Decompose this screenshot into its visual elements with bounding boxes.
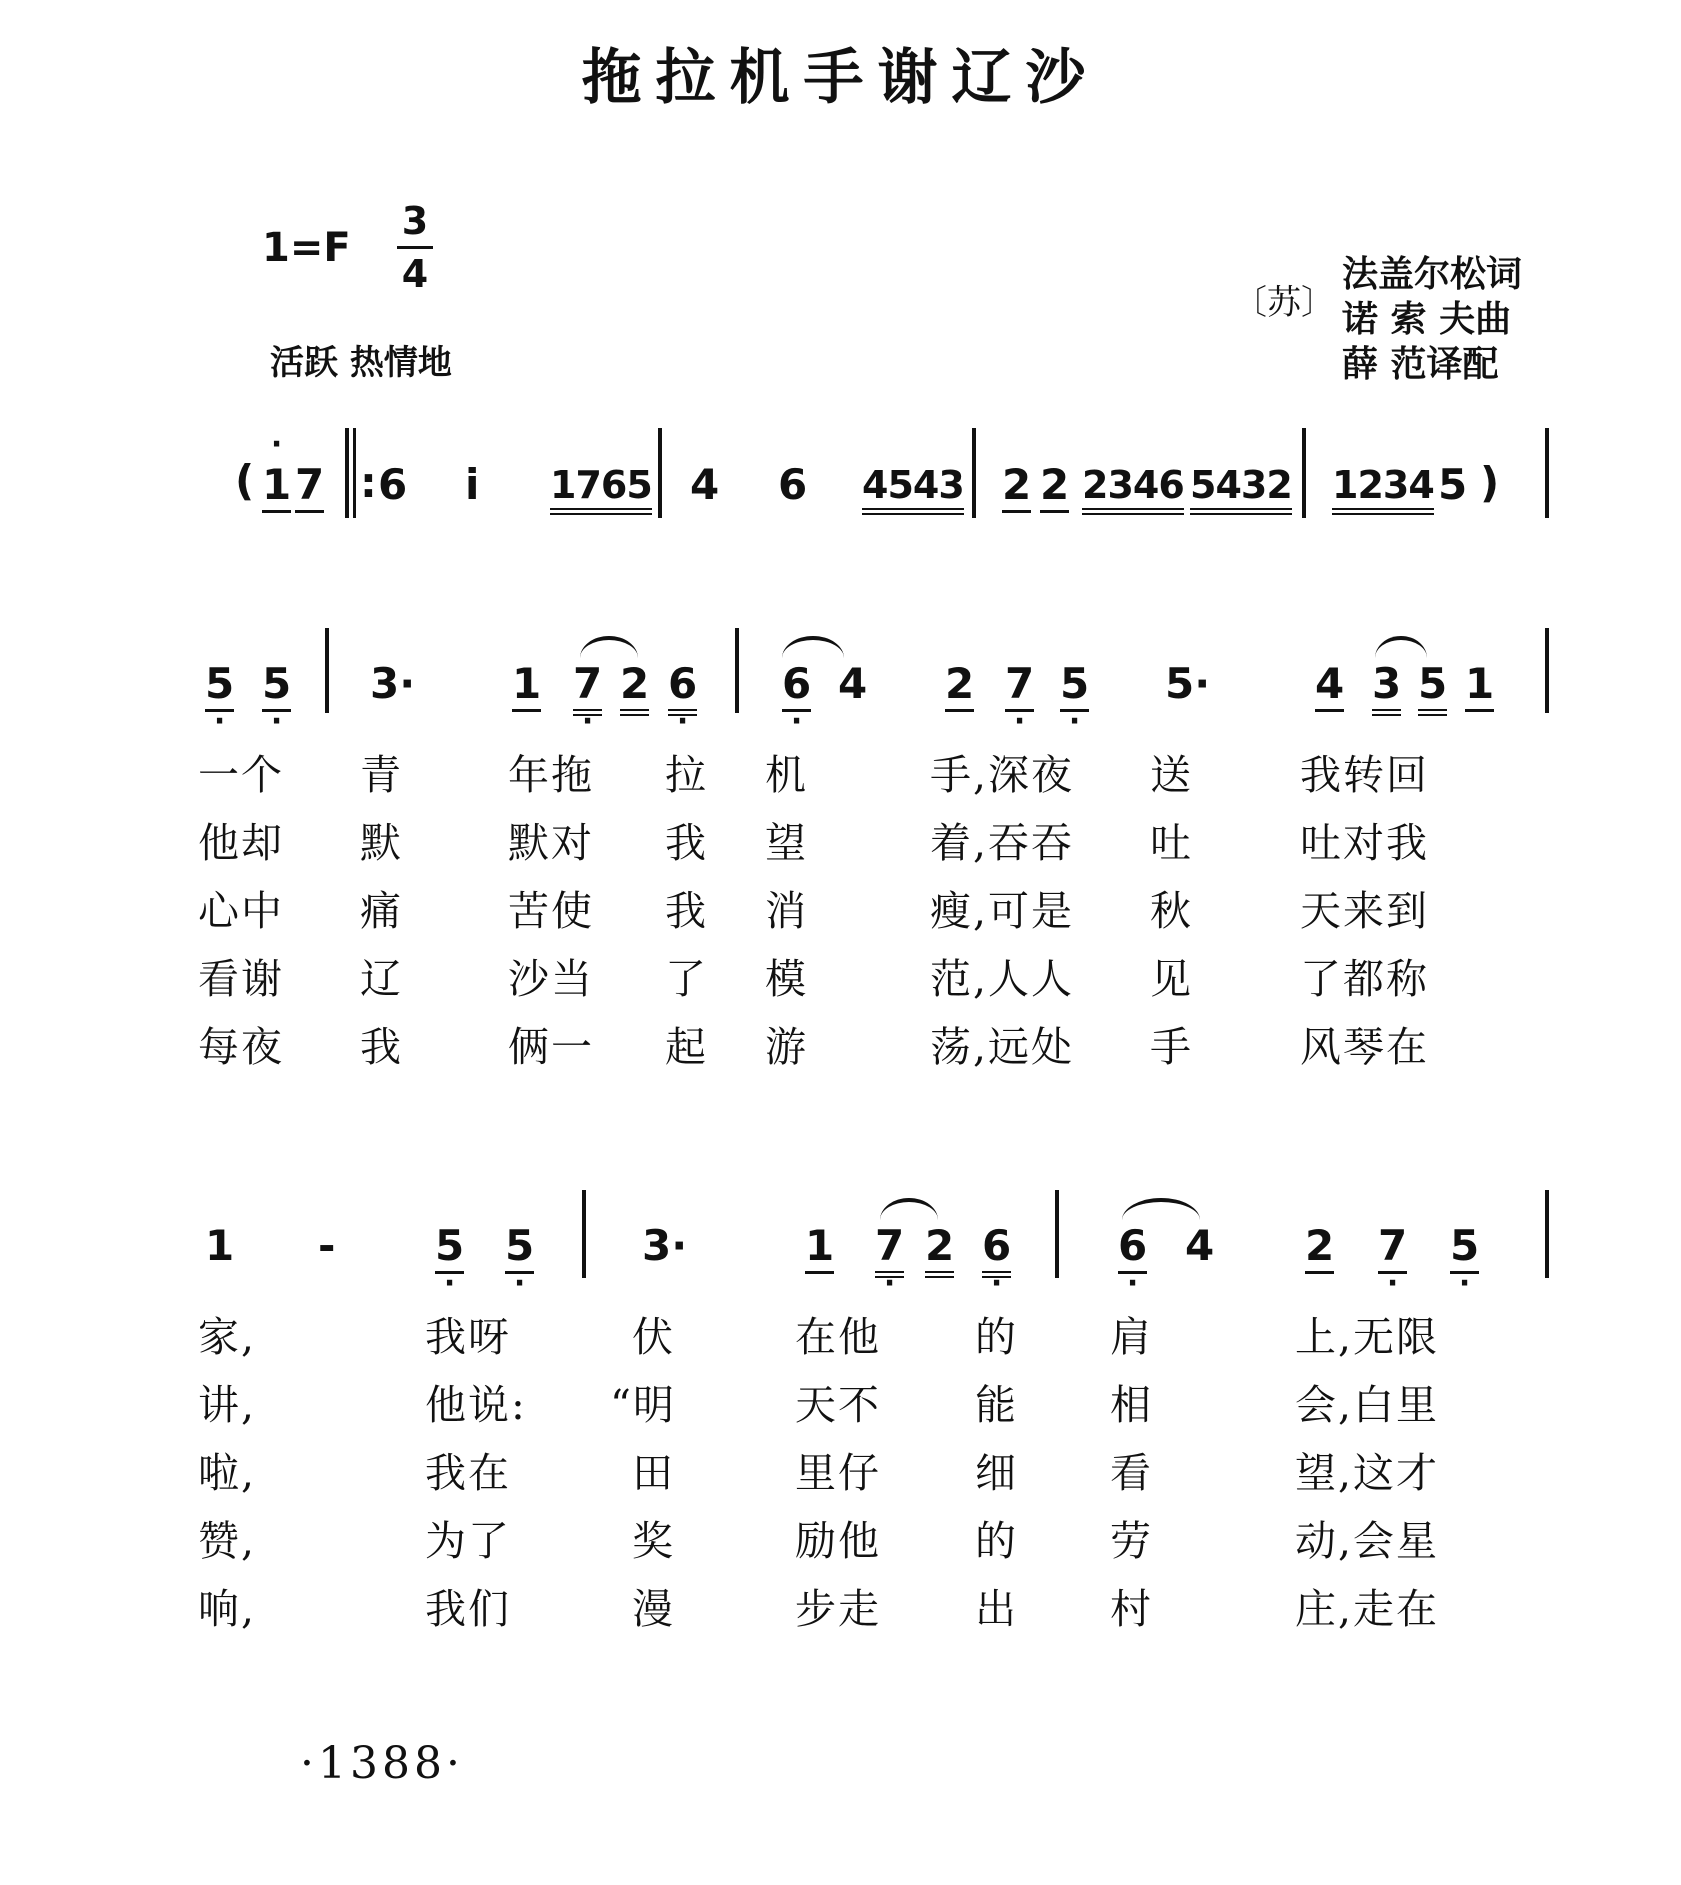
lyric-syllables: 看 — [1110, 1449, 1153, 1497]
lyric-syllables: 荡,远处 — [930, 1023, 1075, 1071]
time-signature — [395, 196, 435, 299]
lyric-syllables: 劳 — [1110, 1517, 1153, 1565]
intro-note-group: 1765 — [550, 466, 652, 515]
lyric-syllables: 我 — [665, 887, 708, 935]
note: 6 · — [982, 1225, 1011, 1278]
lyric-syllables: 家, — [198, 1313, 257, 1361]
lyric-syllables: 出 — [975, 1585, 1018, 1633]
lyric-syllables: 会,白里 — [1295, 1381, 1440, 1429]
note: 1 — [1465, 663, 1494, 712]
lyric-syllables: 我 — [665, 819, 708, 867]
lyric-syllables: 消 — [765, 887, 808, 935]
note: 5 · — [262, 663, 291, 712]
tempo-marking: 活跃 热情地 — [270, 343, 452, 383]
note: 3 — [1372, 663, 1401, 716]
lyric-syllables: 相 — [1110, 1381, 1153, 1429]
credits — [1342, 252, 1522, 387]
intro-note: 5 — [1438, 460, 1468, 509]
lyric-syllables: 游 — [765, 1023, 808, 1071]
intro-note: 4 — [690, 460, 720, 509]
lyric-syllables: 俩一 — [508, 1023, 594, 1071]
note: 7 · — [875, 1225, 904, 1278]
lyric-syllables: 我 — [360, 1023, 403, 1071]
intro-note: 7 — [295, 464, 324, 513]
note: 5· — [1165, 659, 1211, 708]
lyric-syllables: 庄,走在 — [1295, 1585, 1440, 1633]
credit-lyricist: 法盖尔松词 — [1342, 254, 1523, 295]
lyric-syllables: 响, — [198, 1585, 257, 1633]
note: 5 — [1418, 663, 1447, 716]
lyric-syllables: 为了 — [425, 1517, 511, 1565]
lyric-syllables: 见 — [1150, 955, 1193, 1003]
lyric-syllables: 模 — [765, 955, 808, 1003]
lyric-syllables: “明 — [610, 1381, 676, 1429]
lyric-syllables: 漫 — [632, 1585, 675, 1633]
lyric-syllables: 默对 — [508, 819, 594, 867]
lyric-syllables: 在他 — [795, 1313, 881, 1361]
lyric-syllables: 默 — [360, 819, 403, 867]
lyric-syllables: 看谢 — [198, 955, 284, 1003]
lyric-syllables: 送 — [1150, 751, 1193, 799]
lyric-syllables: 天来到 — [1300, 887, 1429, 935]
repeat-sign: : — [360, 458, 377, 507]
lyric-syllables: 田 — [632, 1449, 675, 1497]
lyric-syllables: 年拖 — [508, 751, 594, 799]
lyric-syllables: 的 — [975, 1313, 1018, 1361]
lyric-syllables: 我呀 — [425, 1313, 511, 1361]
intro-note-group: 4543 — [862, 466, 964, 515]
lyric-syllables: 能 — [975, 1381, 1018, 1429]
note: 5 · — [1060, 663, 1089, 712]
note: 1 — [805, 1225, 834, 1274]
lyric-syllables: 一个 — [198, 751, 284, 799]
lyric-syllables: 我们 — [425, 1585, 511, 1633]
lyric-syllables: 里仔 — [795, 1449, 881, 1497]
lyric-syllables: 拉 — [665, 751, 708, 799]
note: 7 · — [1005, 663, 1034, 712]
lyric-syllables: 村 — [1110, 1585, 1153, 1633]
note: 7 · — [573, 663, 602, 716]
note: 6 · — [1118, 1225, 1147, 1274]
note: 2 — [620, 663, 649, 716]
intro-note: 6 — [778, 460, 808, 509]
intro-note-group: 1234 — [1332, 466, 1434, 515]
lyric-syllables: 辽 — [360, 955, 403, 1003]
lyric-syllables: 他说: — [425, 1381, 527, 1429]
lyric-syllables: 步走 — [795, 1585, 881, 1633]
lyric-syllables: 肩 — [1110, 1313, 1153, 1361]
lyric-syllables: 动,会星 — [1295, 1517, 1440, 1565]
lyric-syllables: 伏 — [632, 1313, 675, 1361]
note: 2 — [945, 663, 974, 712]
note: 5 · — [435, 1225, 464, 1274]
note: 4 — [838, 659, 868, 708]
note: 1 — [512, 663, 541, 712]
intro-note: i — [465, 460, 480, 509]
lyric-syllables: 天不 — [795, 1381, 881, 1429]
lyric-syllables: 手,深夜 — [930, 751, 1075, 799]
intro-note: 2 — [1040, 464, 1069, 513]
lyric-syllables: 吐 — [1150, 819, 1193, 867]
lyric-syllables: 每夜 — [198, 1023, 284, 1071]
lyric-syllables: 望 — [765, 819, 808, 867]
lyric-syllables: 上,无限 — [1295, 1313, 1440, 1361]
lyric-syllables: 啦, — [198, 1449, 257, 1497]
lyric-syllables: 沙当 — [508, 955, 594, 1003]
lyric-syllables: 吐对我 — [1300, 819, 1429, 867]
note: 1 — [205, 1221, 235, 1270]
intro-note: 2 — [1002, 464, 1031, 513]
page-title: 拖拉机手谢辽沙 — [581, 43, 1100, 113]
intro-note: · 1 — [262, 464, 291, 513]
lyric-syllables: 我转回 — [1300, 751, 1429, 799]
intro-open-paren: ( — [235, 456, 255, 505]
credit-composer: 诺 索 夫曲 — [1342, 299, 1512, 340]
note: 6 · — [782, 663, 811, 712]
lyric-syllables: 励他 — [795, 1517, 881, 1565]
lyric-syllables: 青 — [360, 751, 403, 799]
intro-close-paren: ) — [1480, 458, 1500, 507]
note: 7 · — [1378, 1225, 1407, 1274]
note: - — [318, 1221, 336, 1270]
intro-note-group: 5432 — [1190, 466, 1292, 515]
lyric-syllables: 讲, — [198, 1381, 257, 1429]
time-sig-bottom: 4 — [401, 252, 429, 296]
note: 5 · — [1450, 1225, 1479, 1274]
page-number: ·1388· — [300, 1738, 464, 1789]
lyric-syllables: 机 — [765, 751, 808, 799]
lyric-syllables: 痛 — [360, 887, 403, 935]
lyric-syllables: 秋 — [1150, 887, 1193, 935]
lyric-syllables: 奖 — [632, 1517, 675, 1565]
lyric-syllables: 瘦,可是 — [930, 887, 1075, 935]
note: 4 — [1185, 1221, 1215, 1270]
lyric-syllables: 细 — [975, 1449, 1018, 1497]
note: 3· — [370, 659, 416, 708]
intro-note-group: 2346 — [1082, 466, 1184, 515]
credit-translator: 薛 范译配 — [1342, 344, 1499, 385]
lyric-syllables: 苦使 — [508, 887, 594, 935]
lyric-syllables: 了都称 — [1300, 955, 1429, 1003]
lyric-syllables: 他却 — [198, 819, 284, 867]
key-signature: 1=F — [262, 225, 351, 271]
note: 5 · — [505, 1225, 534, 1274]
origin-label: 〔苏〕 — [1233, 283, 1335, 323]
lyric-syllables: 起 — [665, 1023, 708, 1071]
lyric-syllables: 我在 — [425, 1449, 511, 1497]
lyric-syllables: 的 — [975, 1517, 1018, 1565]
lyric-syllables: 风琴在 — [1300, 1023, 1429, 1071]
note: 3· — [642, 1221, 688, 1270]
lyric-syllables: 了 — [665, 955, 708, 1003]
note: 5 · — [205, 663, 234, 712]
lyric-syllables: 着,吞吞 — [930, 819, 1075, 867]
time-sig-top: 3 — [401, 199, 429, 243]
lyric-syllables: 望,这才 — [1295, 1449, 1440, 1497]
note: 6 · — [668, 663, 697, 716]
lyric-syllables: 范,人人 — [930, 955, 1075, 1003]
intro-note: 6 — [378, 460, 408, 509]
lyric-syllables: 心中 — [198, 887, 284, 935]
note: 4 — [1315, 663, 1344, 712]
lyric-syllables: 手 — [1150, 1023, 1193, 1071]
lyric-syllables: 赞, — [198, 1517, 257, 1565]
note: 2 — [1305, 1225, 1334, 1274]
note: 2 — [925, 1225, 954, 1278]
